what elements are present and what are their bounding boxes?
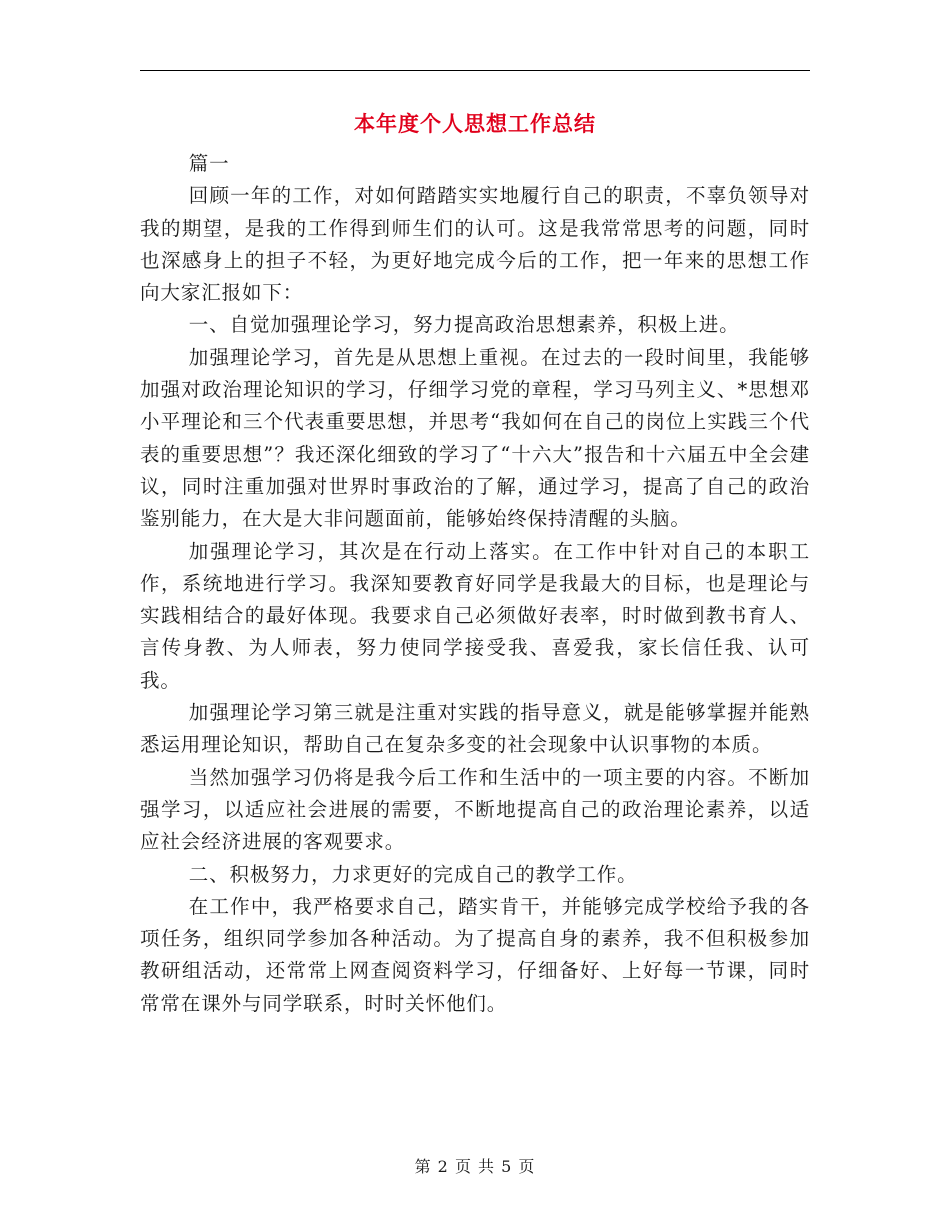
heading-section-one: 一、自觉加强理论学习，努力提高政治思想素养，积极上进。 (188, 313, 740, 337)
paragraph-theory-third: 加强理论学习第三就是注重对实践的指导意义，就是能够掌握并能熟悉运用理论知识，帮助自己在复杂多变的社会现象中认识事物的本质。 (140, 701, 810, 757)
paragraph-continued-study: 当然加强学习仍将是我今后工作和生活中的一项主要的内容。不断加强学习，以适应社会进展的需要，不断地提高自己的政治理论素养，以适应社会经济进展的客观要求。 (140, 765, 810, 854)
paragraph-intro: 回顾一年的工作，对如何踏踏实实地履行自己的职责，不辜负领导对我的期望，是我的工作得到师生们的认可。这是我常常思考的问题，同时也深感身上的担子不轻，为更好地完成今后的工作，把一年来的思想工作向大家汇报如下： (140, 184, 810, 305)
page-number-footer: 第 2 页 共 5 页 (414, 1157, 536, 1176)
paragraph-theory-first: 加强理论学习，首先是从思想上重视。在过去的一段时间里，我能够加强对政治理论知识的学习，仔细学习党的章程，学习马列主义、*思想邓小平理论和三个代表重要思想，并思考“我如何在自己的岗位上实践三个代表的重要思想”？我还深化细致的学习了“十六大”报告和十六届五中全会建议，同时注重加强对世界时事政治的了解，通过学习，提高了自己的政治鉴别能力，在大是大非问题面前，能够始终保持清醒的头脑。 (140, 345, 810, 531)
paragraph-teaching-work: 在工作中，我严格要求自己，踏实肯干，并能够完成学校给予我的各项任务，组织同学参加各种活动。为了提高自身的素养，我不但积极参加教研组活动，还常常上网查阅资料学习，仔细备好、上好每一节课，同时常常在课外与同学联系，时时关怀他们。 (140, 894, 810, 1015)
paragraph-section-label: 篇一 (188, 152, 230, 175)
document-title: 本年度个人思想工作总结 (354, 112, 596, 136)
header-rule (140, 70, 810, 71)
document-body (140, 148, 810, 1020)
paragraph-theory-second: 加强理论学习，其次是在行动上落实。在工作中针对自己的本职工作，系统地进行学习。我深知要教育好同学是我最大的目标，也是理论与实践相结合的最好体现。我要求自己必须做好表率，时时做到教书育人、言传身教、为人师表，努力使同学接受我、喜爱我，家长信任我、认可我。 (140, 539, 810, 692)
heading-section-two: 二、积极努力，力求更好的完成自己的教学工作。 (188, 862, 638, 886)
